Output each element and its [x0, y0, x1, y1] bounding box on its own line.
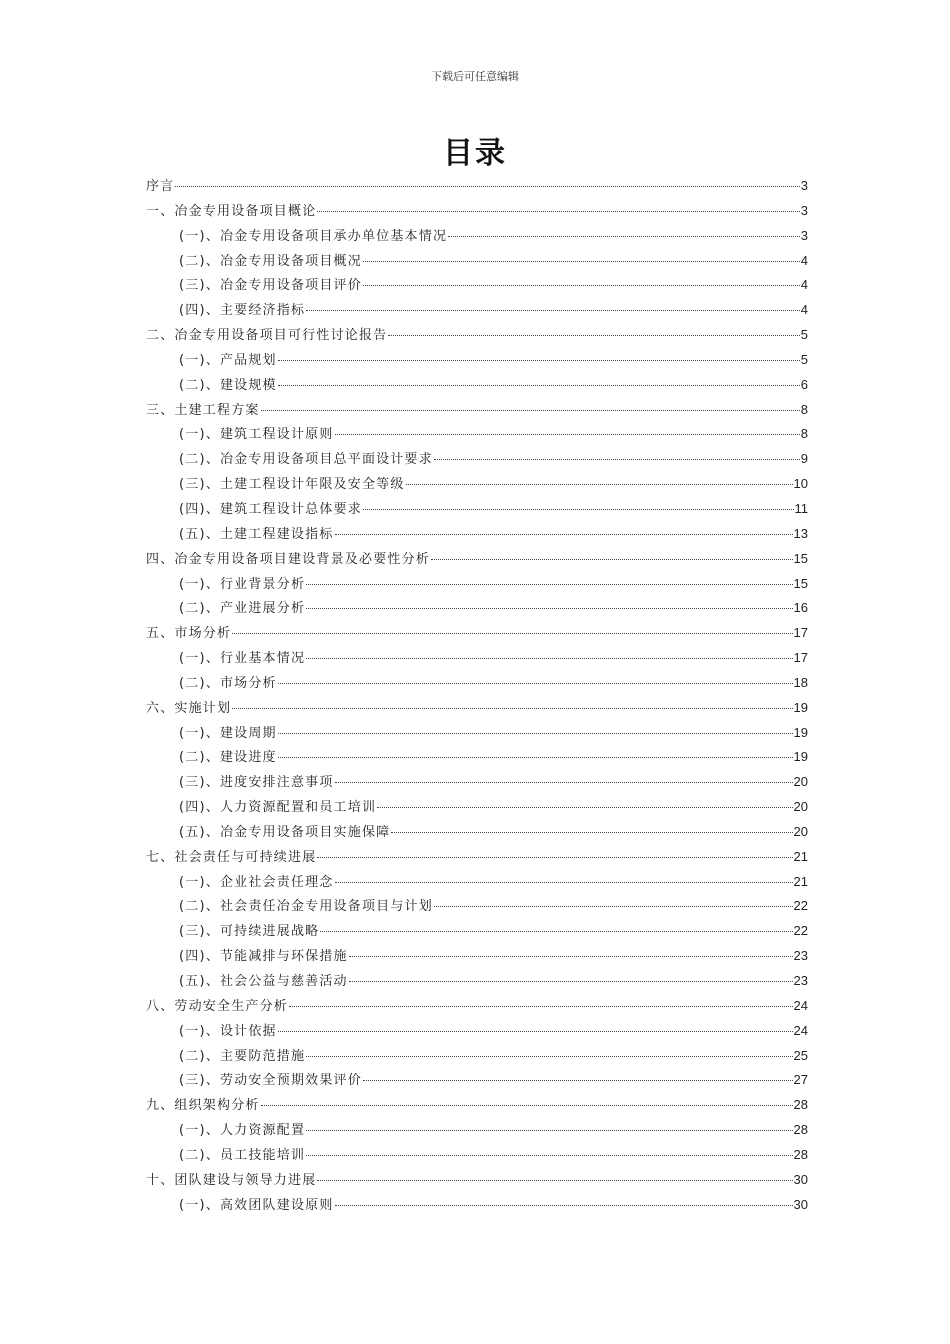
toc-entry-title: 七、社会责任与可持续进展: [146, 849, 317, 865]
dot-leader: [317, 857, 792, 858]
toc-entry[interactable]: [146, 870, 808, 895]
toc-entry-title: 三、土建工程方案: [146, 402, 260, 418]
toc-entry[interactable]: [146, 174, 808, 199]
toc-entry-page-number: 13: [793, 525, 808, 541]
toc-entry[interactable]: [146, 422, 808, 447]
dot-leader: [349, 956, 793, 957]
toc-entry-page-number: 19: [793, 749, 808, 765]
dot-leader: [306, 608, 792, 609]
toc-entry-title: (三)、劳动安全预期效果评价: [179, 1073, 362, 1089]
dot-leader: [289, 1006, 793, 1007]
toc-entry-title: (四)、节能减排与环保措施: [179, 949, 348, 965]
dot-leader: [335, 1205, 793, 1206]
dot-leader: [335, 434, 800, 435]
toc-entry-page-number: 21: [793, 848, 808, 864]
toc-entry-page-number: 3: [800, 178, 808, 193]
toc-entry-title: (四)、建筑工程设计总体要求: [179, 501, 362, 517]
table-of-contents: [146, 174, 808, 1217]
toc-entry-page-number: 8: [800, 401, 808, 417]
toc-entry-page-number: 10: [793, 476, 808, 492]
toc-entry[interactable]: [146, 994, 808, 1019]
toc-entry-page-number: 15: [793, 575, 808, 591]
toc-entry-page-number: 28: [793, 1122, 808, 1138]
dot-leader: [363, 261, 800, 262]
toc-entry[interactable]: [146, 1068, 808, 1093]
dot-leader: [317, 1180, 792, 1181]
dot-leader: [306, 1130, 792, 1131]
toc-entry[interactable]: [146, 398, 808, 423]
toc-entry[interactable]: [146, 472, 808, 497]
toc-entry-title: (一)、行业背景分析: [179, 576, 306, 592]
toc-entry-page-number: 11: [794, 500, 808, 516]
dot-leader: [320, 931, 792, 932]
toc-entry-title: 序言: [146, 179, 175, 194]
page-title: 目录: [443, 136, 507, 171]
toc-entry-title: (四)、人力资源配置和员工培训: [179, 800, 377, 816]
toc-entry-title: (三)、进度安排注意事项: [179, 775, 334, 791]
toc-entry[interactable]: [146, 919, 808, 944]
toc-entry[interactable]: [146, 323, 808, 348]
header-note: 下载后可任意编辑: [431, 70, 519, 83]
dot-leader: [278, 385, 800, 386]
toc-entry-page-number: 3: [800, 202, 808, 218]
toc-entry-page-number: 30: [793, 1196, 808, 1212]
toc-entry-title: (一)、建筑工程设计原则: [179, 427, 334, 443]
toc-entry-title: (一)、设计依据: [179, 1023, 277, 1039]
toc-entry-title: (二)、主要防范措施: [179, 1048, 306, 1064]
toc-entry[interactable]: [146, 249, 808, 274]
toc-entry-title: 八、劳动安全生产分析: [146, 998, 289, 1014]
toc-entry-title: (二)、冶金专用设备项目概况: [179, 253, 362, 269]
toc-entry-page-number: 27: [793, 1072, 808, 1088]
toc-entry-page-number: 19: [793, 699, 808, 715]
toc-entry-page-number: 4: [800, 302, 808, 318]
dot-leader: [306, 584, 792, 585]
dot-leader: [232, 708, 792, 709]
toc-entry-title: 四、冶金专用设备项目建设背景及必要性分析: [146, 551, 431, 567]
toc-entry-title: (一)、高效团队建设原则: [179, 1197, 334, 1213]
toc-entry[interactable]: [146, 1118, 808, 1143]
toc-entry-page-number: 23: [793, 973, 808, 988]
toc-entry-title: 六、实施计划: [146, 700, 232, 716]
toc-entry[interactable]: [146, 199, 808, 224]
toc-entry[interactable]: [146, 969, 808, 994]
dot-leader: [335, 534, 793, 535]
toc-entry-title: 十、团队建设与领导力进展: [146, 1172, 317, 1188]
toc-entry-page-number: 17: [793, 625, 808, 641]
dot-leader: [388, 335, 799, 336]
dot-leader: [406, 484, 793, 485]
toc-entry-title: (二)、建设规模: [179, 377, 277, 393]
dot-leader: [434, 906, 793, 907]
toc-entry-page-number: 3: [800, 227, 808, 243]
toc-entry-title: (三)、土建工程设计年限及安全等级: [179, 477, 405, 493]
toc-entry[interactable]: [146, 721, 808, 746]
toc-entry-page-number: 8: [800, 426, 808, 442]
toc-entry-title: (五)、社会公益与慈善活动: [179, 974, 348, 989]
toc-entry-page-number: 18: [793, 674, 808, 690]
toc-entry-page-number: 5: [800, 351, 808, 367]
dot-leader: [448, 236, 800, 237]
toc-entry-title: (二)、市场分析: [179, 675, 277, 691]
toc-entry[interactable]: [146, 621, 808, 646]
toc-entry-page-number: 30: [793, 1171, 808, 1187]
toc-entry[interactable]: [146, 596, 808, 621]
toc-entry[interactable]: [146, 298, 808, 323]
toc-entry[interactable]: [146, 1044, 808, 1069]
toc-entry-page-number: 17: [793, 650, 808, 666]
toc-entry-page-number: 21: [793, 873, 808, 889]
toc-entry-page-number: 25: [793, 1047, 808, 1063]
toc-entry[interactable]: [146, 447, 808, 472]
dot-leader: [261, 410, 800, 411]
toc-entry-title: (二)、产业进展分析: [179, 601, 306, 617]
toc-entry[interactable]: [146, 373, 808, 398]
dot-leader: [306, 658, 792, 659]
dot-leader: [335, 882, 793, 883]
dot-leader: [391, 832, 792, 833]
toc-entry[interactable]: [146, 1193, 808, 1218]
dot-leader: [278, 360, 800, 361]
toc-entry-title: (二)、建设进度: [179, 750, 277, 766]
dot-leader: [363, 285, 800, 286]
dot-leader: [278, 757, 793, 758]
toc-entry[interactable]: [146, 745, 808, 770]
toc-entry-page-number: 15: [793, 550, 808, 566]
toc-entry-title: (三)、冶金专用设备项目评价: [179, 278, 362, 294]
dot-leader: [317, 211, 799, 212]
dot-leader: [363, 1080, 793, 1081]
toc-entry-page-number: 4: [800, 252, 808, 268]
toc-entry[interactable]: [146, 894, 808, 919]
dot-leader: [377, 807, 792, 808]
toc-entry-page-number: 22: [793, 923, 808, 939]
toc-entry-page-number: 4: [800, 277, 808, 293]
toc-entry-title: (二)、员工技能培训: [179, 1147, 306, 1163]
toc-entry[interactable]: [146, 522, 808, 547]
toc-entry[interactable]: [146, 497, 808, 522]
dot-leader: [306, 1155, 792, 1156]
toc-entry-page-number: 6: [800, 376, 808, 392]
dot-leader: [306, 1056, 792, 1057]
toc-entry[interactable]: [146, 1168, 808, 1193]
toc-entry-page-number: 20: [793, 799, 808, 815]
toc-entry-title: (一)、冶金专用设备项目承办单位基本情况: [179, 228, 448, 244]
toc-entry-title: (五)、冶金专用设备项目实施保障: [179, 824, 391, 840]
toc-entry[interactable]: [146, 845, 808, 870]
toc-entry-title: (一)、建设周期: [179, 725, 277, 741]
dot-leader: [335, 782, 793, 783]
toc-entry-title: (五)、土建工程建设指标: [179, 526, 334, 542]
toc-entry-page-number: 24: [793, 997, 808, 1013]
toc-entry[interactable]: [146, 1093, 808, 1118]
toc-entry[interactable]: [146, 820, 808, 845]
dot-leader: [431, 559, 793, 560]
toc-entry[interactable]: [146, 646, 808, 671]
toc-entry-page-number: 28: [793, 1146, 808, 1162]
toc-entry-page-number: 20: [793, 823, 808, 839]
toc-entry-title: (一)、产品规划: [179, 352, 277, 368]
toc-entry-title: (二)、社会责任冶金专用设备项目与计划: [179, 899, 433, 915]
toc-entry-title: (一)、人力资源配置: [179, 1123, 306, 1139]
toc-entry[interactable]: [146, 944, 808, 969]
dot-leader: [232, 633, 792, 634]
toc-entry-title: (一)、企业社会责任理念: [179, 874, 334, 890]
dot-leader: [349, 981, 793, 982]
toc-entry-page-number: 16: [793, 600, 808, 616]
toc-entry-page-number: 23: [793, 948, 808, 964]
toc-entry[interactable]: [146, 1019, 808, 1044]
dot-leader: [261, 1105, 793, 1106]
toc-entry-title: (二)、冶金专用设备项目总平面设计要求: [179, 452, 433, 468]
toc-entry[interactable]: [146, 770, 808, 795]
dot-leader: [278, 733, 793, 734]
toc-entry-title: 五、市场分析: [146, 626, 232, 642]
toc-entry[interactable]: [146, 795, 808, 820]
dot-leader: [434, 459, 800, 460]
toc-entry-page-number: 22: [793, 898, 808, 914]
toc-entry-page-number: 19: [793, 724, 808, 740]
toc-entry[interactable]: [146, 224, 808, 249]
toc-entry-title: (一)、行业基本情况: [179, 651, 306, 667]
dot-leader: [306, 310, 800, 311]
toc-entry[interactable]: [146, 671, 808, 696]
dot-leader: [278, 1031, 793, 1032]
toc-entry-title: 九、组织架构分析: [146, 1098, 260, 1114]
dot-leader: [363, 509, 794, 510]
dot-leader: [175, 186, 799, 187]
toc-entry-title: 二、冶金专用设备项目可行性讨论报告: [146, 328, 388, 344]
toc-entry[interactable]: [146, 348, 808, 373]
toc-entry-title: (四)、主要经济指标: [179, 303, 306, 319]
toc-entry-page-number: 20: [793, 774, 808, 790]
toc-entry-title: (三)、可持续进展战略: [179, 924, 320, 940]
toc-entry[interactable]: [146, 696, 808, 721]
toc-entry[interactable]: [146, 1143, 808, 1168]
toc-entry-page-number: 24: [793, 1022, 808, 1038]
toc-entry-title: 一、冶金专用设备项目概论: [146, 203, 317, 219]
toc-entry[interactable]: [146, 547, 808, 572]
toc-entry-page-number: 9: [800, 451, 808, 467]
toc-entry-page-number: 5: [800, 327, 808, 343]
toc-entry[interactable]: [146, 572, 808, 597]
dot-leader: [278, 683, 793, 684]
toc-entry-page-number: 28: [793, 1097, 808, 1113]
toc-entry[interactable]: [146, 273, 808, 298]
